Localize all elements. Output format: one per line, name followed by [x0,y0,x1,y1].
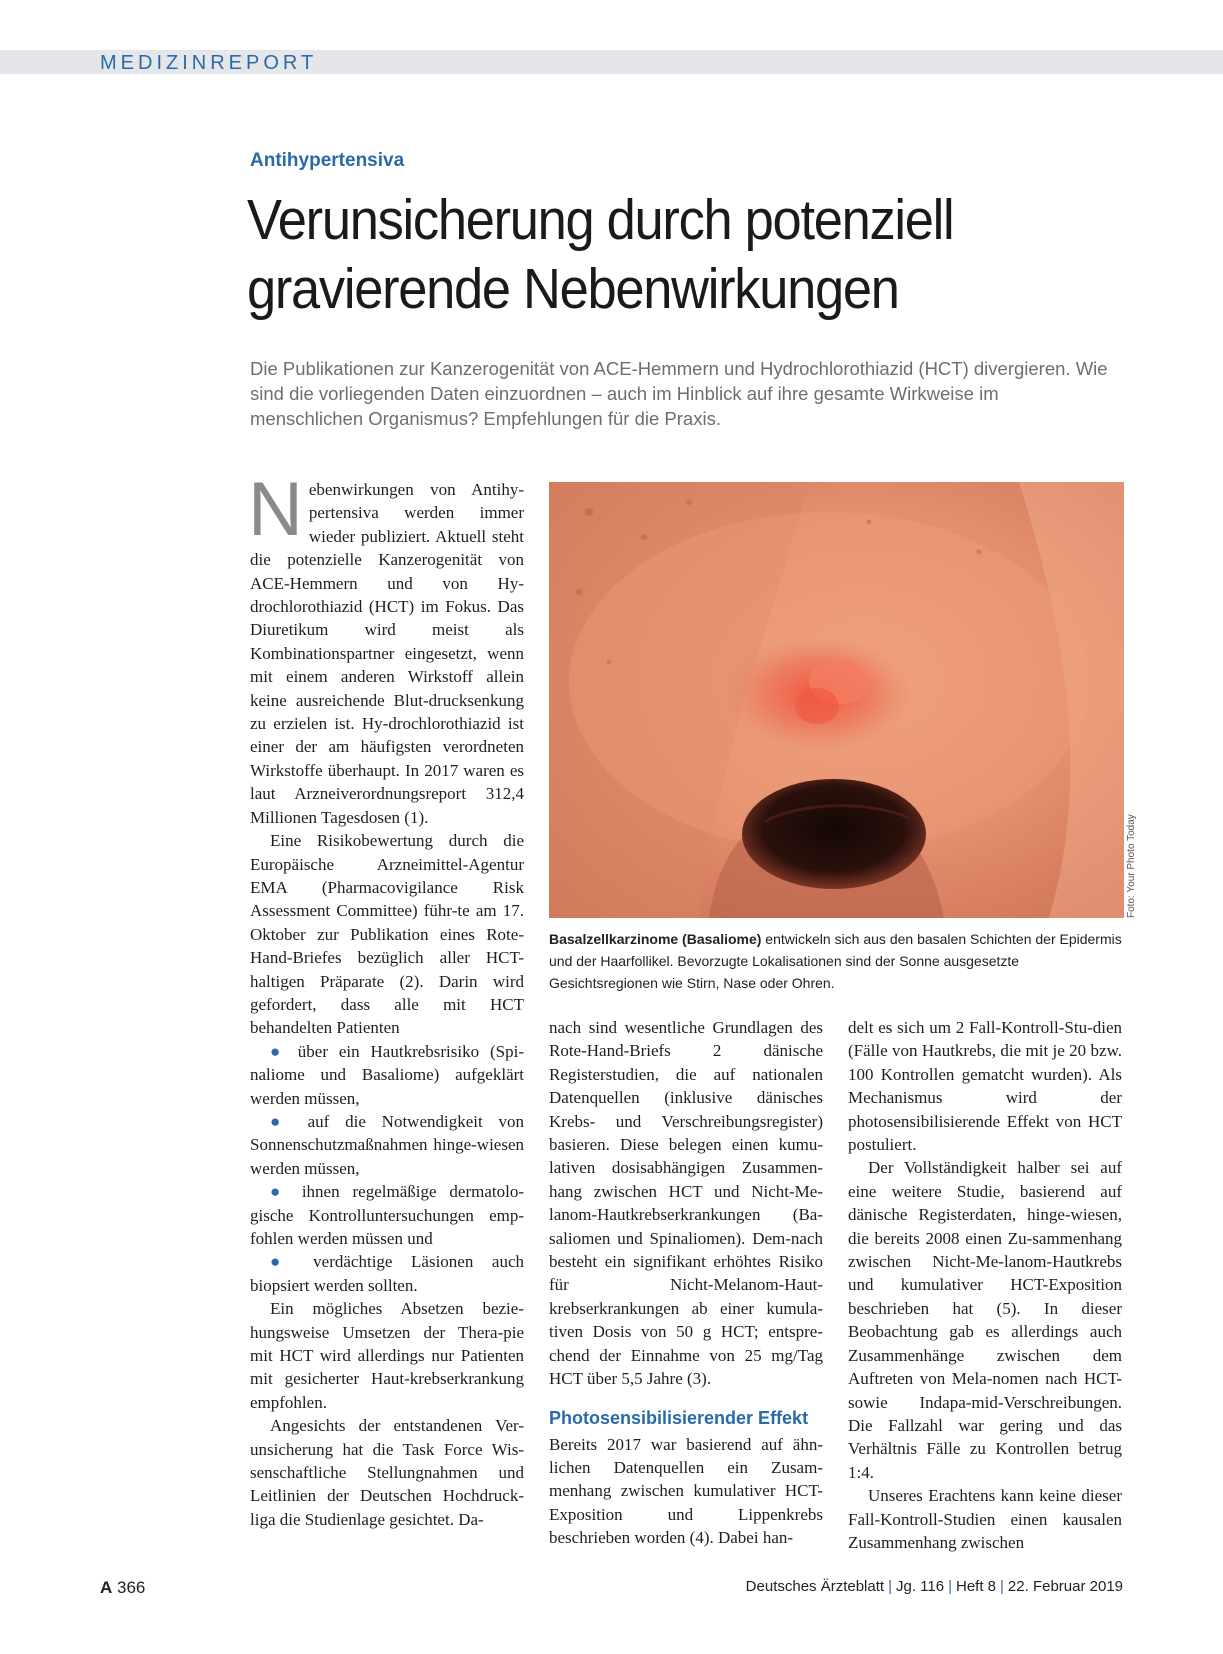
caption-text: entwickeln sich aus den basalen Schichten der Epidermis und der Haarfollikel. Bevorzugte Lokalisationen sind der Sonne ausgesetzte Gesichtsregionen wie Stirn, Nase oder Ohren. [549,931,1122,991]
figure-photo-nose-basalioma [549,482,1124,918]
figure-caption [549,928,1129,994]
paragraph-intro-text: ebenwirkungen von Antihy-pertensiva werden immer wieder publiziert. Aktuell steht die potenzielle Kanzerogenität von ACE-Hemmern und von Hy-drochlorothiazid (HCT) im Fokus. Das Diuretikum wird meist als Kombinationspartner eingesetzt, wenn mit einem anderen Wirkstoff allein keine ausreichende Blut-drucksenkung zu erzielen ist. Hy-drochlorothiazid ist einer der am häufigsten verordneten Wirkstoffe überhaupt. In 2017 waren es laut Arzneiverordnungsreport 312,4 Millionen Tagesdosen (1). [250,480,524,827]
bullet-item [250,1110,524,1180]
article-kicker: Antihypertensiva [250,150,405,171]
bullet-text: auf die Notwendigkeit von Sonnenschutzmaßnahmen hinge-wiesen werden müssen, [250,1111,524,1178]
caption-title: Basalzellkarzinome (Basaliome) [549,931,762,947]
paragraph-therapy-change: Ein mögliches Absetzen bezie-hungsweise Umsetzen der Thera-pie mit HCT wird allerdings nur Patienten mit gesicherter Haut-krebserkrankung empfohlen. [250,1299,524,1412]
page-prefix: A [100,1578,113,1597]
section-label: MEDIZINREPORT [100,52,318,74]
text-column-2 [549,1016,823,1550]
page-number [100,1578,145,1598]
bullet-text: ihnen regelmäßige dermatolo-gische Kontrolluntersuchungen emp-fohlen werden müssen und [250,1182,524,1248]
text-column-1 [248,467,524,1531]
bullet-dot-icon: ● [270,1182,289,1202]
article-title-line-2: gravierende Nebenwirkungen [247,257,899,321]
journal-name: Deutsches Ärzteblatt [745,1578,885,1595]
bullet-dot-icon: ● [270,1041,287,1061]
bullet-dot-icon: ● [270,1111,292,1131]
article-lead: Die Publikationen zur Kanzerogenität von ACE-Hemmern und Hydrochlorothiazid (HCT) divergieren. Wie sind die vorliegenden Daten einzuordnen – auch im Hinblick auf ihre gesamte Wirkweise im menschlichen Organismus? Empfehlungen für die Praxis. [250,358,1108,429]
separator: | [888,1578,892,1595]
journal-issue: Heft 8 [955,1578,997,1595]
article-title-line-1: Verunsicherung durch potenziell [247,188,954,252]
photo-credit: Foto: Your Photo Today [1126,814,1137,918]
paragraph-intro [248,467,524,829]
dropcap: N [248,467,303,552]
paragraph-further-study: Der Vollständigkeit halber sei auf eine weitere Studie, basierend auf dänische Registerdaten, hinge-wiesen, die bereits 2008 einen Zu-sammenhang zwischen Nicht-Me-lanom-Hautkrebs und kumulativer HCT-Exposition beschrieben hat (5). In dieser Beobachtung gab es allerdings auch Zusammenhänge zwischen dem Auftreten von Mela-nomen nach HCT- sowie Indapa-mid-Verschreibungen. Die Fallzahl war gering und das Verhältnis Fälle zu Kontrollen betrug 1:4. [848,1158,1122,1482]
journal-volume: Jg. 116 [895,1578,945,1595]
paragraph-conclusion: Unseres Erachtens kann keine dieser Fall-Kontroll-Studien einen kausalen Zusammenhang zwischen [848,1486,1122,1552]
bullet-item [250,1040,524,1110]
text-column-3 [848,1016,1122,1554]
paragraph-risk-assessment: Eine Risikobewertung durch die Europäische Arzneimittel-Agentur EMA (Pharmacovigilance Risk Assessment Committee) führ-te am 17. Oktober zur Publikation eines Rote-Hand-Briefes bezüglich aller HCT-haltigen Präparate (2). Darin wird gefordert, dass alle mit HCT behandelten Patienten [250,831,524,1038]
paragraph-task-force: Angesichts der entstandenen Ver-unsicherung hat die Task Force Wis-senschaftliche Stellungnahmen und Leitlinien der Deutschen Hochdruck-liga die Studienlage gesichtet. Da- [250,1416,524,1529]
journal-date: 22. Februar 2019 [1007,1578,1123,1595]
paragraph-register-studies: nach sind wesentliche Grundlagen des Rote-Hand-Briefs 2 dänische Registerstudien, die auf nationalen Datenquellen (inklusive dänisches Krebs- und Verschreibungsregister) basieren. Diese belegen einen kumu-lativen dosisabhängigen Zusammen-hang zwischen HCT und Nicht-Me-lanom-Hautkrebserkrankungen (Ba-saliomen und Spinaliomen). Dem-nach besteht ein signifikant erhöhtes Risiko für Nicht-Melanom-Haut-krebserkrankungen ab einer kumula-tiven Dosis von 50 g HCT; entspre-chend der Einnahme von 25 mg/Tag HCT über 5,5 Jahre (3). [549,1018,823,1389]
subheading: Photosensibilisierender Effekt [549,1407,809,1428]
bullet-text: über ein Hautkrebsrisiko (Spi-naliome und Basaliome) aufgeklärt werden müssen, [250,1041,524,1108]
separator: | [1000,1578,1004,1595]
paragraph-lip-cancer: Bereits 2017 war basierend auf ähn-lichen Datenquellen ein Zusam-menhang zwischen kumulativer HCT-Exposition und Lippenkrebs beschrieben worden (4). Dabei han- [549,1434,823,1548]
article-title [247,186,1075,324]
paragraph-case-control: delt es sich um 2 Fall-Kontroll-Stu-dien (Fälle von Hautkrebs, die mit je 20 bzw. 100 Kontrollen gematcht wurden). Als Mechanismus wird der photosensibilisierende Effekt von HCT postuliert. [848,1018,1122,1155]
page-number-value: 366 [117,1578,146,1597]
bullet-dot-icon: ● [270,1252,295,1272]
bullet-text: verdächtige Läsionen auch biopsiert werden sollten. [250,1252,524,1295]
bullet-item [250,1250,524,1297]
bullet-item [250,1180,524,1250]
separator: | [948,1578,952,1595]
journal-info [746,1578,1123,1595]
